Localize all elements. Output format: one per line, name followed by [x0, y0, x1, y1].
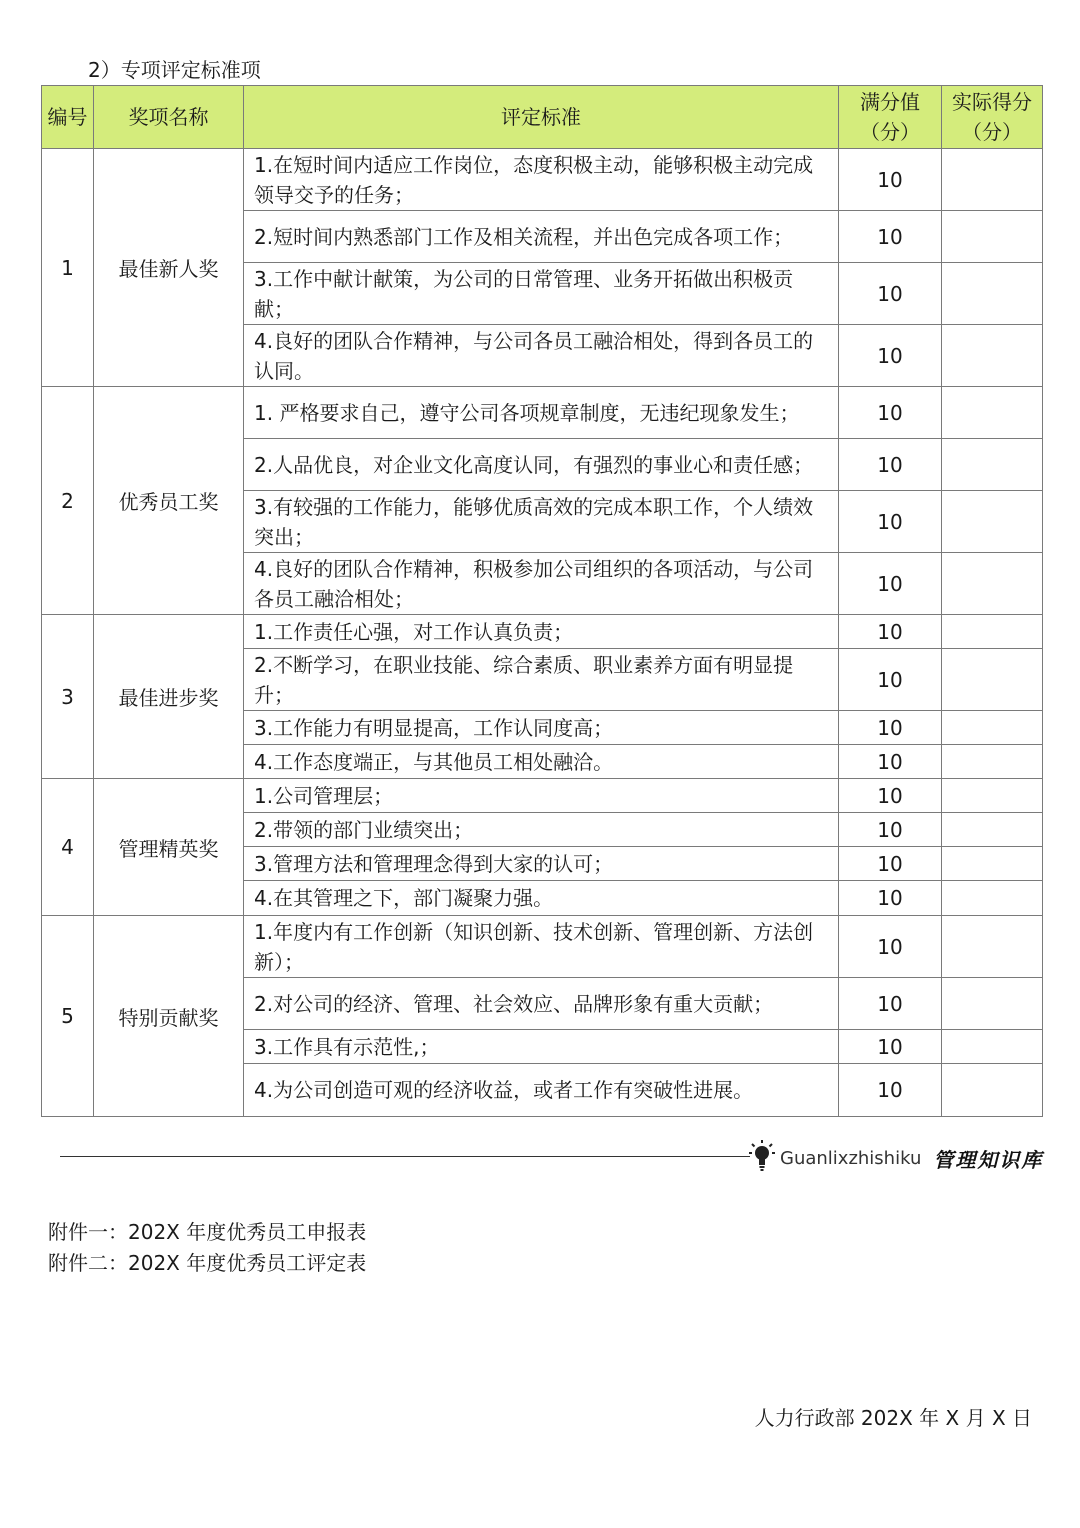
actual-score-cell[interactable]	[942, 881, 1043, 916]
full-score: 10	[839, 916, 942, 978]
table-header-row	[42, 86, 1043, 149]
actual-score-cell[interactable]	[942, 325, 1043, 387]
actual-score-cell[interactable]	[942, 847, 1043, 881]
table-body	[42, 149, 1043, 1117]
actual-score-cell[interactable]	[942, 263, 1043, 325]
signature-line: 人力行政部 202X 年 X 月 X 日	[754, 1406, 1032, 1430]
full-score: 10	[839, 779, 942, 813]
attachment-list	[48, 1217, 366, 1279]
criterion-text: 3.工作中献计献策，为公司的日常管理、业务开拓做出积极贡献；	[244, 263, 839, 325]
criterion-text: 2.短时间内熟悉部门工作及相关流程，并出色完成各项工作；	[244, 211, 839, 263]
actual-score-cell[interactable]	[942, 491, 1043, 553]
table-row	[42, 615, 1043, 649]
table-row	[42, 149, 1043, 211]
header-actual-score: 实际得分（分）	[942, 86, 1043, 149]
full-score: 10	[839, 881, 942, 916]
actual-score-cell[interactable]	[942, 387, 1043, 439]
full-score: 10	[839, 387, 942, 439]
header-award-name: 奖项名称	[94, 86, 244, 149]
criterion-text: 4.在其管理之下，部门凝聚力强。	[244, 881, 839, 916]
award-name: 最佳进步奖	[94, 615, 244, 779]
criterion-text: 2.人品优良，对企业文化高度认同，有强烈的事业心和责任感；	[244, 439, 839, 491]
criterion-text: 4.良好的团队合作精神，与公司各员工融洽相处，得到各员工的认同。	[244, 325, 839, 387]
criterion-text: 1.年度内有工作创新（知识创新、技术创新、管理创新、方法创新）；	[244, 916, 839, 978]
full-score: 10	[839, 211, 942, 263]
actual-score-cell[interactable]	[942, 813, 1043, 847]
full-score: 10	[839, 813, 942, 847]
full-score: 10	[839, 263, 942, 325]
actual-score-cell[interactable]	[942, 1064, 1043, 1117]
header-criteria: 评定标准	[244, 86, 839, 149]
table-row	[42, 916, 1043, 978]
criterion-text: 3.工作能力有明显提高，工作认同度高；	[244, 711, 839, 745]
award-name: 优秀员工奖	[94, 387, 244, 615]
header-full-score: 满分值（分）	[839, 86, 942, 149]
award-number: 2	[42, 387, 94, 615]
actual-score-cell[interactable]	[942, 745, 1043, 779]
full-score: 10	[839, 847, 942, 881]
section-title: 2）专项评定标准项	[88, 58, 261, 82]
footer-divider	[60, 1156, 750, 1157]
actual-score-cell[interactable]	[942, 978, 1043, 1030]
criterion-text: 1.公司管理层；	[244, 779, 839, 813]
attachment-item: 附件二：202X 年度优秀员工评定表	[48, 1251, 367, 1275]
full-score: 10	[839, 325, 942, 387]
full-score: 10	[839, 439, 942, 491]
actual-score-cell[interactable]	[942, 211, 1043, 263]
criterion-text: 4.为公司创造可观的经济收益，或者工作有突破性进展。	[244, 1064, 839, 1117]
full-score: 10	[839, 553, 942, 615]
criterion-text: 2.不断学习，在职业技能、综合素质、职业素养方面有明显提升；	[244, 649, 839, 711]
actual-score-cell[interactable]	[942, 1030, 1043, 1064]
brand-name-en: Guanlixzhishiku	[780, 1147, 922, 1169]
full-score: 10	[839, 1064, 942, 1117]
criterion-text: 1.在短时间内适应工作岗位，态度积极主动，能够积极主动完成领导交予的任务；	[244, 149, 839, 211]
lightbulb-icon	[748, 1138, 776, 1178]
award-criteria-table	[41, 85, 1043, 1117]
award-name: 特别贡献奖	[94, 916, 244, 1117]
criterion-text: 3.管理方法和管理理念得到大家的认可；	[244, 847, 839, 881]
award-name: 最佳新人奖	[94, 149, 244, 387]
actual-score-cell[interactable]	[942, 916, 1043, 978]
table-row	[42, 779, 1043, 813]
actual-score-cell[interactable]	[942, 711, 1043, 745]
actual-score-cell[interactable]	[942, 439, 1043, 491]
table-row	[42, 387, 1043, 439]
criterion-text: 2.带领的部门业绩突出；	[244, 813, 839, 847]
award-number: 1	[42, 149, 94, 387]
award-number: 5	[42, 916, 94, 1117]
award-number: 3	[42, 615, 94, 779]
brand-logo	[748, 1138, 1043, 1178]
header-number: 编号	[42, 86, 94, 149]
attachment-item: 附件一：202X 年度优秀员工申报表	[48, 1220, 367, 1244]
award-name: 管理精英奖	[94, 779, 244, 916]
full-score: 10	[839, 649, 942, 711]
award-number: 4	[42, 779, 94, 916]
full-score: 10	[839, 745, 942, 779]
criterion-text: 1. 严格要求自己，遵守公司各项规章制度，无违纪现象发生；	[244, 387, 839, 439]
criterion-text: 1.工作责任心强，对工作认真负责；	[244, 615, 839, 649]
criterion-text: 3.有较强的工作能力，能够优质高效的完成本职工作，个人绩效突出；	[244, 491, 839, 553]
brand-name-cn: 管理知识库	[933, 1147, 1044, 1172]
criterion-text: 4.良好的团队合作精神，积极参加公司组织的各项活动，与公司各员工融洽相处；	[244, 553, 839, 615]
full-score: 10	[839, 491, 942, 553]
actual-score-cell[interactable]	[942, 649, 1043, 711]
full-score: 10	[839, 1030, 942, 1064]
criterion-text: 4.工作态度端正，与其他员工相处融洽。	[244, 745, 839, 779]
full-score: 10	[839, 978, 942, 1030]
full-score: 10	[839, 711, 942, 745]
actual-score-cell[interactable]	[942, 149, 1043, 211]
criterion-text: 2.对公司的经济、管理、社会效应、品牌形象有重大贡献；	[244, 978, 839, 1030]
actual-score-cell[interactable]	[942, 615, 1043, 649]
full-score: 10	[839, 615, 942, 649]
actual-score-cell[interactable]	[942, 779, 1043, 813]
full-score: 10	[839, 149, 942, 211]
criterion-text: 3.工作具有示范性,；	[244, 1030, 839, 1064]
actual-score-cell[interactable]	[942, 553, 1043, 615]
